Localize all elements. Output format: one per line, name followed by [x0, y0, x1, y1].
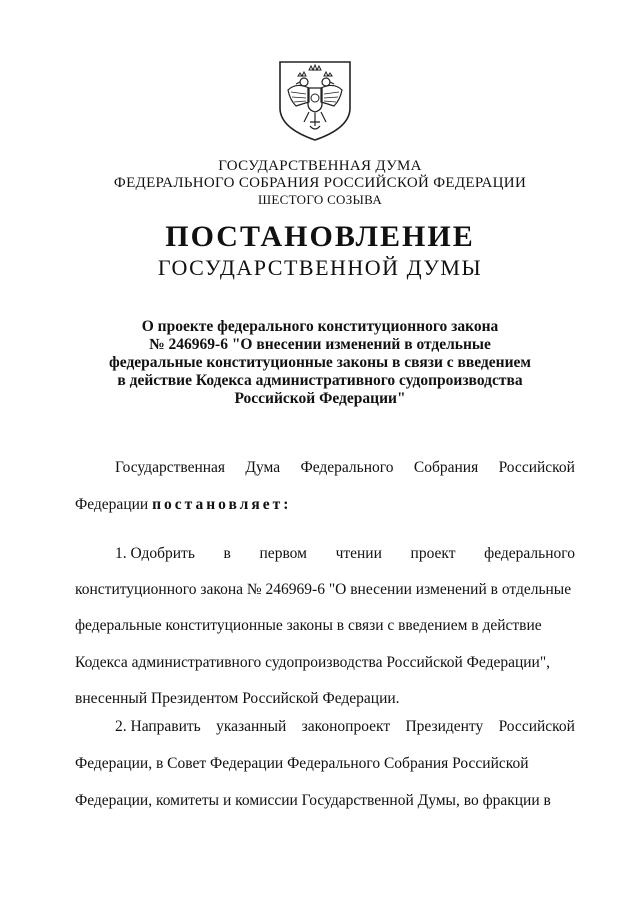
preamble-line — [75, 496, 575, 514]
subject-line: в действие Кодекса административного судопроизводства — [117, 372, 523, 389]
header-line-assembly: ФЕДЕРАЛЬНОГО СОБРАНИЯ РОССИЙСКОЙ ФЕДЕРАЦИИ — [113, 175, 527, 191]
preamble-word: Дума — [245, 459, 281, 476]
document-header — [0, 158, 640, 208]
item-2-line: Федерации, комитеты и комиссии Государственной Думы, во фракции в — [75, 792, 551, 809]
item-1-line: Кодекса административного судопроизводства Российской Федерации", — [75, 654, 551, 671]
item-2-word: указанный — [216, 718, 287, 735]
item-2-line — [75, 718, 575, 736]
document-issuer-title: ГОСУДАРСТВЕННОЙ ДУМЫ — [157, 255, 483, 280]
preamble-word: Российской — [498, 459, 575, 476]
item-1-word: первом — [259, 545, 307, 562]
header-line-duma: ГОСУДАРСТВЕННАЯ ДУМА — [218, 158, 422, 174]
item-1-line: внесенный Президентом Российской Федерации. — [75, 690, 400, 707]
item-1-line — [75, 545, 575, 563]
item-1-word: проект — [410, 545, 456, 562]
item-1-word: 1. Одобрить — [115, 545, 195, 562]
item-1-line: федеральные конституционные законы в связи с введением в действие — [75, 617, 542, 634]
preamble-word: Федерального — [300, 459, 394, 476]
preamble-prefix: Федерации — [75, 496, 149, 513]
document-subject — [100, 318, 540, 408]
item-2-word: Президенту — [405, 718, 484, 735]
subject-line: федеральные конституционные законы в связи с введением — [109, 354, 531, 371]
header-line-convocation: ШЕСТОГО СОЗЫВА — [257, 192, 383, 207]
item-1-word: в — [223, 545, 231, 562]
item-2-word: законопроект — [301, 718, 391, 735]
subject-line: № 246969-6 "О внесении изменений в отдельные — [149, 336, 491, 353]
coat-of-arms-emblem — [276, 60, 354, 142]
subject-line: Российской Федерации" — [234, 390, 406, 407]
preamble-word: Собрания — [413, 459, 479, 476]
document-type-title: ПОСТАНОВЛЕНИЕ — [165, 220, 475, 253]
item-2-word: 2. Направить — [115, 718, 201, 735]
item-1-line: конституционного закона № 246969-6 "О внесении изменений в отдельные — [75, 581, 572, 598]
item-1-word: чтении — [335, 545, 382, 562]
preamble-line — [75, 459, 575, 477]
item-2-line: Федерации, в Совет Федерации Федерального Собрания Российской — [75, 755, 529, 772]
resolves-keyword: постановляет: — [152, 496, 292, 513]
subject-line: О проекте федерального конституционного закона — [141, 318, 499, 335]
preamble-word: Государственная — [115, 459, 226, 476]
item-2-word: Российской — [498, 718, 575, 735]
item-1-word: федерального — [484, 545, 575, 562]
